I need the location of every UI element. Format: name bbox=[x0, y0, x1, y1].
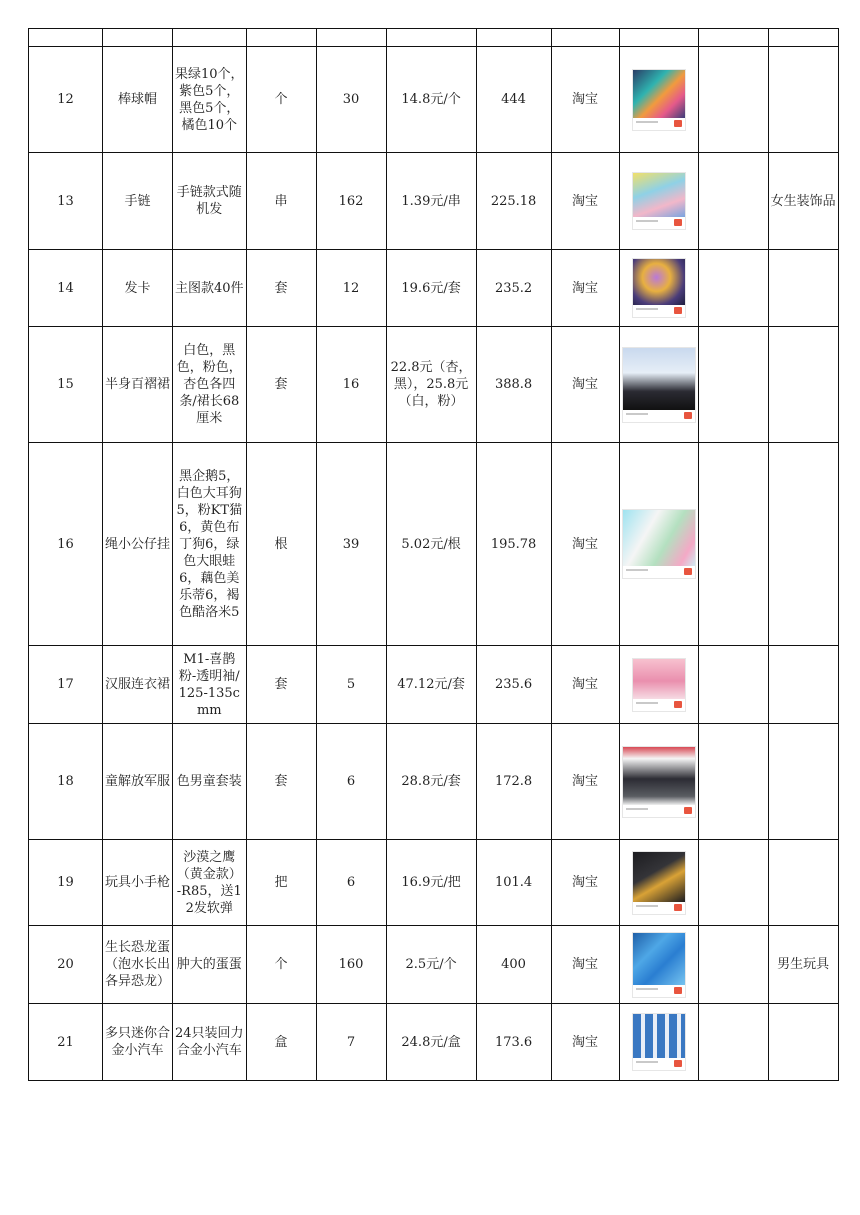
row-number: 14 bbox=[29, 250, 103, 327]
unit-price: 28.8元/套 bbox=[386, 724, 476, 840]
category bbox=[768, 646, 838, 724]
category bbox=[768, 250, 838, 327]
quantity: 12 bbox=[316, 250, 386, 327]
note bbox=[698, 840, 768, 926]
note bbox=[698, 926, 768, 1004]
row-number: 21 bbox=[29, 1004, 103, 1081]
product-photo-toy-cars bbox=[632, 1013, 686, 1071]
total-amount: 225.18 bbox=[476, 153, 551, 250]
quantity: 39 bbox=[316, 443, 386, 646]
table-row bbox=[29, 724, 839, 840]
total-amount: 173.6 bbox=[476, 1004, 551, 1081]
total-amount: 235.2 bbox=[476, 250, 551, 327]
product-attributes: 24只装回力合金小汽车 bbox=[173, 1004, 247, 1081]
note bbox=[698, 327, 768, 443]
product-thumbnail-cell bbox=[619, 327, 698, 443]
purchase-table bbox=[28, 28, 839, 1081]
total-amount: 388.8 bbox=[476, 327, 551, 443]
unit: 套 bbox=[246, 646, 316, 724]
product-photo-doll-pendant bbox=[622, 509, 696, 579]
product-name: 童解放军服 bbox=[103, 724, 173, 840]
total-amount: 101.4 bbox=[476, 840, 551, 926]
product-name: 半身百褶裙 bbox=[103, 327, 173, 443]
quantity: 7 bbox=[316, 1004, 386, 1081]
row-number: 20 bbox=[29, 926, 103, 1004]
unit-price: 24.8元/盒 bbox=[386, 1004, 476, 1081]
product-photo-dino-egg bbox=[632, 932, 686, 998]
row-number: 18 bbox=[29, 724, 103, 840]
platform: 淘宝 bbox=[551, 250, 619, 327]
platform: 淘宝 bbox=[551, 443, 619, 646]
product-thumbnail-cell bbox=[619, 443, 698, 646]
unit-price: 47.12元/套 bbox=[386, 646, 476, 724]
row-number: 12 bbox=[29, 47, 103, 153]
unit-price: 22.8元（杏，黑），25.8元（白，粉） bbox=[386, 327, 476, 443]
platform: 淘宝 bbox=[551, 724, 619, 840]
category: 男生玩具 bbox=[768, 926, 838, 1004]
platform: 淘宝 bbox=[551, 840, 619, 926]
product-attributes: 黑企鹅5，白色大耳狗5，粉KT猫6，黄色布丁狗6，绿色大眼蛙6，藕色美乐蒂6，褐色酷洛米5 bbox=[173, 443, 247, 646]
product-name: 多只迷你合金小汽车 bbox=[103, 1004, 173, 1081]
product-attributes: 色男童套装 bbox=[173, 724, 247, 840]
product-photo-bracelet bbox=[632, 172, 686, 230]
unit: 盒 bbox=[246, 1004, 316, 1081]
platform: 淘宝 bbox=[551, 153, 619, 250]
unit: 套 bbox=[246, 724, 316, 840]
unit: 个 bbox=[246, 47, 316, 153]
product-photo-cap bbox=[632, 69, 686, 131]
table-header-stub-row bbox=[29, 29, 839, 47]
product-thumbnail-cell bbox=[619, 724, 698, 840]
product-attributes: 主图款40件 bbox=[173, 250, 247, 327]
table-row bbox=[29, 153, 839, 250]
product-name: 生长恐龙蛋（泡水长出各异恐龙） bbox=[103, 926, 173, 1004]
table-row bbox=[29, 250, 839, 327]
quantity: 5 bbox=[316, 646, 386, 724]
platform: 淘宝 bbox=[551, 926, 619, 1004]
table-row bbox=[29, 47, 839, 153]
product-thumbnail-cell bbox=[619, 250, 698, 327]
unit: 套 bbox=[246, 250, 316, 327]
unit-price: 2.5元/个 bbox=[386, 926, 476, 1004]
platform: 淘宝 bbox=[551, 47, 619, 153]
quantity: 6 bbox=[316, 840, 386, 926]
unit: 个 bbox=[246, 926, 316, 1004]
table-row bbox=[29, 926, 839, 1004]
note bbox=[698, 250, 768, 327]
note bbox=[698, 1004, 768, 1081]
table-row bbox=[29, 1004, 839, 1081]
note bbox=[698, 153, 768, 250]
total-amount: 400 bbox=[476, 926, 551, 1004]
note bbox=[698, 646, 768, 724]
unit: 套 bbox=[246, 327, 316, 443]
total-amount: 172.8 bbox=[476, 724, 551, 840]
quantity: 160 bbox=[316, 926, 386, 1004]
total-amount: 444 bbox=[476, 47, 551, 153]
note bbox=[698, 47, 768, 153]
product-thumbnail-cell bbox=[619, 1004, 698, 1081]
product-name: 玩具小手枪 bbox=[103, 840, 173, 926]
product-name: 棒球帽 bbox=[103, 47, 173, 153]
product-photo-hanfu bbox=[632, 658, 686, 712]
unit-price: 5.02元/根 bbox=[386, 443, 476, 646]
product-attributes: 沙漠之鹰（黄金款）-R85，送12发软弹 bbox=[173, 840, 247, 926]
product-attributes: 肿大的蛋蛋 bbox=[173, 926, 247, 1004]
row-number: 16 bbox=[29, 443, 103, 646]
table-row bbox=[29, 443, 839, 646]
category bbox=[768, 1004, 838, 1081]
unit-price: 1.39元/串 bbox=[386, 153, 476, 250]
product-attributes: 手链款式随机发 bbox=[173, 153, 247, 250]
note bbox=[698, 724, 768, 840]
platform: 淘宝 bbox=[551, 1004, 619, 1081]
product-photo-skirt bbox=[622, 347, 696, 423]
total-amount: 195.78 bbox=[476, 443, 551, 646]
category bbox=[768, 443, 838, 646]
product-thumbnail-cell bbox=[619, 646, 698, 724]
quantity: 30 bbox=[316, 47, 386, 153]
purchase-list-sheet bbox=[28, 28, 839, 1081]
unit: 把 bbox=[246, 840, 316, 926]
table-row bbox=[29, 840, 839, 926]
product-attributes: 果绿10个，紫色5个，黑色5个，橘色10个 bbox=[173, 47, 247, 153]
unit-price: 19.6元/套 bbox=[386, 250, 476, 327]
unit: 根 bbox=[246, 443, 316, 646]
row-number: 19 bbox=[29, 840, 103, 926]
quantity: 6 bbox=[316, 724, 386, 840]
product-name: 汉服连衣裙 bbox=[103, 646, 173, 724]
row-number: 13 bbox=[29, 153, 103, 250]
product-name: 发卡 bbox=[103, 250, 173, 327]
quantity: 162 bbox=[316, 153, 386, 250]
quantity: 16 bbox=[316, 327, 386, 443]
table-row bbox=[29, 327, 839, 443]
product-attributes: M1-喜鹊粉-透明袖/125-135cmm bbox=[173, 646, 247, 724]
category bbox=[768, 327, 838, 443]
product-thumbnail-cell bbox=[619, 153, 698, 250]
category: 女生装饰品 bbox=[768, 153, 838, 250]
product-attributes: 白色，黑色，粉色，杏色各四条/裙长68厘米 bbox=[173, 327, 247, 443]
row-number: 15 bbox=[29, 327, 103, 443]
product-photo-toy-gun bbox=[632, 851, 686, 915]
category bbox=[768, 724, 838, 840]
product-thumbnail-cell bbox=[619, 926, 698, 1004]
product-photo-hairclip bbox=[632, 258, 686, 318]
platform: 淘宝 bbox=[551, 327, 619, 443]
table-row bbox=[29, 646, 839, 724]
unit-price: 14.8元/个 bbox=[386, 47, 476, 153]
product-thumbnail-cell bbox=[619, 47, 698, 153]
product-thumbnail-cell bbox=[619, 840, 698, 926]
category bbox=[768, 47, 838, 153]
product-name: 绳小公仔挂 bbox=[103, 443, 173, 646]
product-photo-uniform bbox=[622, 746, 696, 818]
unit-price: 16.9元/把 bbox=[386, 840, 476, 926]
unit: 串 bbox=[246, 153, 316, 250]
note bbox=[698, 443, 768, 646]
product-name: 手链 bbox=[103, 153, 173, 250]
row-number: 17 bbox=[29, 646, 103, 724]
total-amount: 235.6 bbox=[476, 646, 551, 724]
platform: 淘宝 bbox=[551, 646, 619, 724]
category bbox=[768, 840, 838, 926]
